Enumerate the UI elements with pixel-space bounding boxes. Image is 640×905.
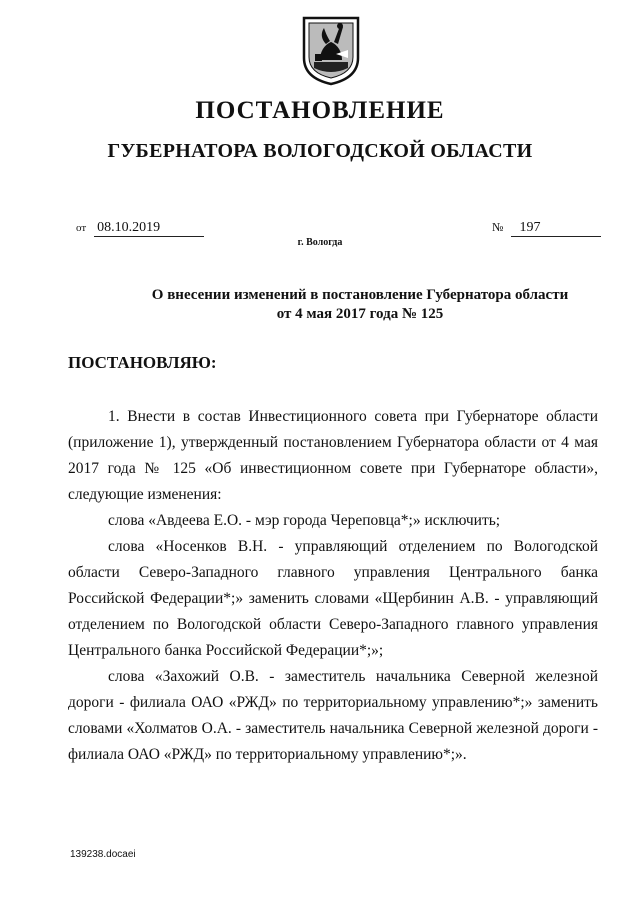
paragraph: слова «Захожий О.В. - заместитель начальника Северной железной дороги - филиала ОАО «РЖД» по территориальному управлению*;» заменить словами «Холматов О.А. - заместитель начальника Северной железной дороги - филиала ОАО «РЖД» по территориальному управлению*;».: [68, 668, 598, 763]
date-field: [76, 220, 204, 237]
number-label: №: [492, 220, 504, 234]
number-value: 197: [511, 220, 601, 237]
document-subtitle: ГУБЕРНАТОРА ВОЛОГОДСКОЙ ОБЛАСТИ: [107, 140, 533, 162]
paragraph: слова «Авдеева Е.О. - мэр города Череповца*;» исключить;: [108, 512, 501, 529]
paragraph: слова «Носенков В.Н. - управляющий отделением по Вологодской области Северо-Западного главного управления Центрального банка Российской Федерации*;» заменить словами «Щербинин А.В. - управляющий отделением по Вологодской области Северо-Западного главного управления Центрального банка Российской Федерации*;»;: [68, 538, 598, 659]
document-body: [68, 404, 598, 768]
document-id: 139238.docaei: [70, 849, 136, 860]
decree-heading: ПОСТАНОВЛЯЮ:: [68, 353, 217, 372]
subject-line-2: от 4 мая 2017 года № 125: [276, 306, 444, 322]
paragraph: 1. Внести в состав Инвестиционного совета при Губернаторе области (приложение 1), утвержденный постановлением Губернатора области от 4 мая 2017 года № 125 «Об инвестиционном совете при Губернаторе области», следующие изменения:: [68, 408, 598, 503]
number-field: [492, 220, 601, 237]
date-label: от: [76, 222, 87, 234]
coat-of-arms-icon: [300, 14, 362, 86]
city-label: г. Вологда: [297, 237, 343, 248]
subject-line-1: О внесении изменений в постановление Губернатора области: [151, 287, 569, 303]
document-subject: [0, 286, 640, 324]
document-title: ПОСТАНОВЛЕНИЕ: [195, 97, 445, 124]
date-value: 08.10.2019: [94, 220, 204, 237]
